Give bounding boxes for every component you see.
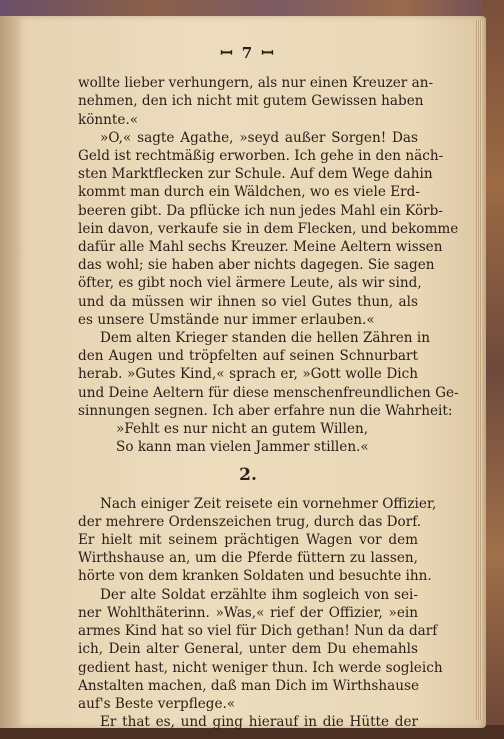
text-line: Er that es, und ging hierauf in die Hütte der [100,714,418,731]
text-line: es unsere Umstände nur immer erlauben.« [78,311,375,328]
text-line: Dem alten Krieger standen die hellen Zähren in [100,330,430,347]
text-line: dafür alle Mahl sechs Kreuzer. Meine Aeltern wissen [78,239,443,256]
text-line: den Augen und tröpfelten auf seinen Schnurbart [78,348,418,365]
verse-line: »Fehlt es nur nicht an gutem Willen, [116,421,369,438]
text-line: und da müssen wir ihnen so viel Gutes thun, als [78,293,418,310]
text-line: der mehrere Ordenszeichen trug, durch das Dorf. [78,513,422,530]
text-line: gedient hast, nicht weniger thun. Ich werde sogleich [78,659,443,676]
text-line: Geld ist rechtmäßig erworben. Ich gehe in den näch- [78,148,444,165]
text-line: öfter, es gibt noch viel ärmere Leute, als wir sind, [78,275,422,292]
text-line: Anstalten machen, daß man Dich im Wirthshause [78,677,420,694]
text-line: sten Marktflecken zur Schule. Auf dem Wege dahin [78,166,433,183]
page-edges [476,20,482,720]
text-line: »O,« sagte Agathe, »seyd außer Sorgen! Das [100,129,418,146]
text-line: beeren gibt. Da pflücke ich nun jedes Mahl ein Körb- [78,202,443,219]
text-line: Er hielt mit seinem prächtigen Wagen vor dem [78,532,418,549]
page-gutter [0,16,24,728]
text-line: nehmen, den ich nicht mit gutem Gewissen haben [78,93,424,110]
text-line: herab. »Gutes Kind,« sprach er, »Gott wolle Dich [78,366,418,383]
text-line: hörte von dem kranken Soldaten und besuchte ihn. [78,568,432,585]
text-line: Wirthshause an, um die Pferde füttern zu lassen, [78,550,418,567]
page-text [78,44,459,731]
verse-line: So kann man vielen Jammer stillen.« [116,439,369,456]
text-line: und Deine Aeltern für diese menschenfreundlichen Ge- [78,384,459,401]
text-line: lein davon, verkaufe sie in dem Flecken, und bekomme [78,220,459,237]
text-line: könnte.« [78,111,139,128]
text-line: sinnungen segnen. Ich aber erfahre nun die Wahrheit: [78,402,453,419]
text-line: kommt man durch ein Wäldchen, wo es viele Erd- [78,184,420,201]
text-line: ner Wohlthäterinn. »Was,« rief der Offizier, »ein [78,604,418,621]
text-line: ich, Dein alter General, unter dem Du ehemahls [78,641,418,658]
section-number: 2. [239,465,257,486]
page-number: ꟷ 7 ꟷ [220,44,276,62]
text-line: Nach einiger Zeit reisete ein vornehmer Offizier, [100,495,437,512]
text-line: wollte lieber verhungern, als nur einen Kreuzer an- [78,75,434,92]
text-line: Der alte Soldat erzählte ihm sogleich von sei- [100,586,418,603]
text-line: armes Kind hat so viel für Dich gethan! Nun da darf [78,623,438,640]
text-line: auf's Beste verpflege.« [78,695,236,712]
text-line: das wohl; sie haben aber nichts dagegen. Sie sagen [78,257,435,274]
